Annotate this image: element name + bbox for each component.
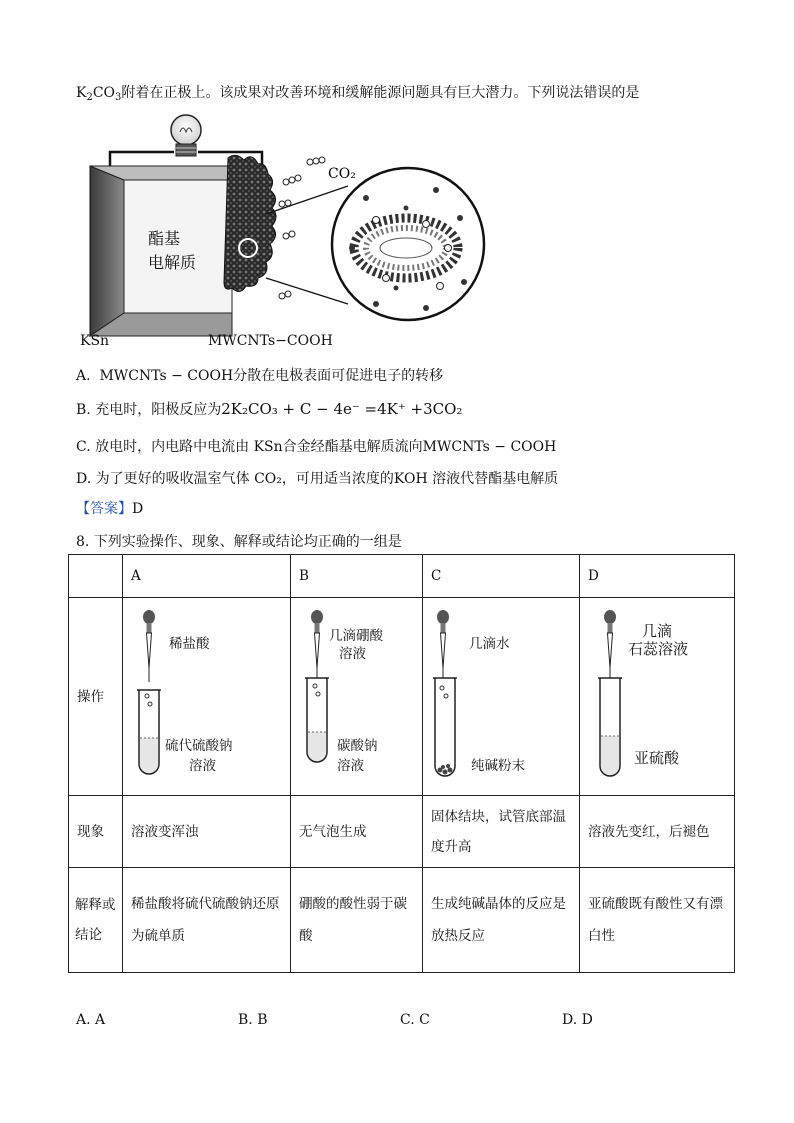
intro-sub: 2 <box>86 92 93 103</box>
choice-c: C. C <box>400 1012 430 1028</box>
option-c: C. 放电时，内电路中电流由 KSn合金经酯基电解质流向MWCNTs − COOH <box>76 439 557 455</box>
phenomenon-cell: 无气泡生成 <box>291 796 423 868</box>
operation-cell-b <box>291 598 423 796</box>
column-header: A <box>123 555 291 598</box>
phenomenon-cell: 溶液先变红，后褪色 <box>580 796 735 868</box>
intro-line <box>76 82 639 103</box>
option-a: A. MWCNTs − COOH分散在电极表面可促进电子的转移 <box>76 368 444 384</box>
dropper-label-d-1: 几滴 <box>642 622 673 640</box>
tube-label-c: 纯碱粉末 <box>471 758 525 774</box>
column-header: D <box>580 555 735 598</box>
dropper-label-d-2: 石蕊溶液 <box>628 640 689 658</box>
explanation-cell: 稀盐酸将硫代硫酸钠还原为硫单质 <box>123 868 291 973</box>
choice-d: D. D <box>562 1012 593 1028</box>
explanation-cell: 硼酸的酸性弱于碳酸 <box>291 868 423 973</box>
dropper-label-a: 稀盐酸 <box>169 636 210 652</box>
choice-b: B. B <box>238 1012 268 1028</box>
dropper-label-b-2: 溶液 <box>339 646 366 662</box>
operation-cell-a <box>123 598 291 796</box>
table-row-phenomenon <box>69 796 735 868</box>
intro-sub: 3 <box>115 92 122 103</box>
table-row-operation <box>69 598 735 796</box>
mwcnt-label: MWCNTs−COOH <box>208 333 333 349</box>
table-header-row <box>69 555 735 598</box>
battery-diagram <box>76 108 496 358</box>
mwcnt-electrode <box>224 155 276 291</box>
row-label: 操作 <box>69 598 123 796</box>
electrolyte-label-2: 电解质 <box>148 253 197 272</box>
dropper-label-b-1: 几滴硼酸 <box>329 628 383 644</box>
tube-label-d: 亚硫酸 <box>634 749 680 767</box>
answer-line <box>76 498 143 518</box>
row-label: 解释或结论 <box>69 868 123 973</box>
co2-label: CO₂ <box>328 166 356 182</box>
explanation-cell: 生成纯碱晶体的反应是放热反应 <box>423 868 580 973</box>
table-row-explanation <box>69 868 735 973</box>
reaction-formula: 2K₂CO₃ + C − 4e⁻ =4K⁺ +3CO₂ <box>221 400 463 418</box>
co2-molecules-icon <box>279 157 325 299</box>
answer-tag: 【答案】 <box>76 501 132 517</box>
electrolyte-label-1: 酯基 <box>148 229 181 248</box>
option-b: B. 充电时，阳极反应为2K₂CO₃ + C − 4e⁻ =4K⁺ +3CO₂ <box>76 400 463 418</box>
row-label: 现象 <box>69 796 123 868</box>
explanation-cell: 亚硫酸既有酸性又有漂白性 <box>580 868 735 973</box>
tube-label-a-2: 溶液 <box>189 758 216 774</box>
ksn-plate <box>90 166 124 336</box>
column-header: C <box>423 555 580 598</box>
option-d: D. 为了更好的吸收温室气体 CO₂，可用适当浓度的KOH 溶液代替酯基电解质 <box>76 471 559 487</box>
operation-cell-d <box>580 598 735 796</box>
tube-label-a-1: 硫代硫酸钠 <box>165 738 233 754</box>
answer-value: D <box>132 501 144 517</box>
choice-a: A. A <box>76 1012 106 1028</box>
experiment-table <box>68 554 735 973</box>
q8-stem: 8. 下列实验操作、现象、解释或结论均正确的一组是 <box>76 534 402 550</box>
dropper-label-c: 几滴水 <box>469 636 510 652</box>
column-header: B <box>291 555 423 598</box>
intro-text: 附着在正极上。该成果对改善环境和缓解能源问题具有巨大潜力。下列说法错误的是 <box>121 85 640 101</box>
nanotube-zoom-view <box>332 168 484 320</box>
operation-cell-c <box>423 598 580 796</box>
intro-formula-k: K <box>76 85 87 101</box>
intro-formula-co: CO <box>92 85 116 101</box>
phenomenon-cell: 溶液变浑浊 <box>123 796 291 868</box>
light-bulb-icon <box>171 115 201 156</box>
table-corner <box>69 555 123 598</box>
ksn-label: KSn <box>80 333 110 349</box>
phenomenon-cell: 固体结块，试管底部温度升高 <box>423 796 580 868</box>
tube-label-b-2: 溶液 <box>337 758 364 774</box>
tube-label-b-1: 碳酸钠 <box>337 738 378 754</box>
